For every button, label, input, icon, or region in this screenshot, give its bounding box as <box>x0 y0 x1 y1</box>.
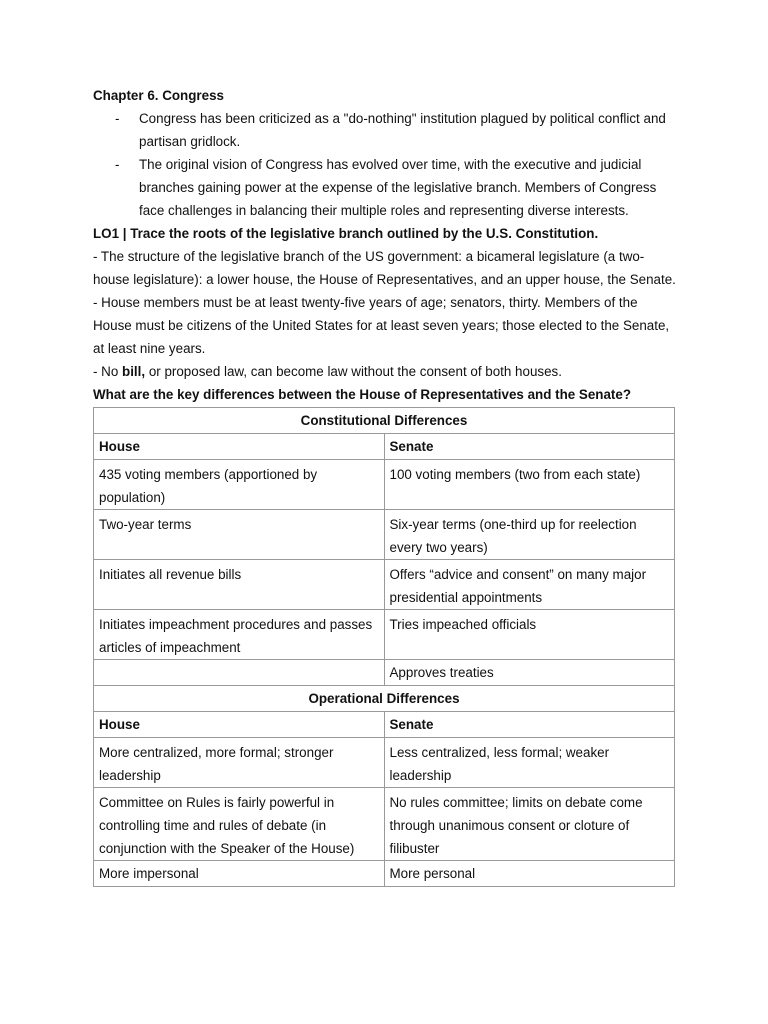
constitutional-section-title: Constitutional Differences <box>94 408 675 434</box>
table-row <box>94 510 675 560</box>
bullet-marker: - <box>115 111 120 126</box>
bill-prefix: - No <box>93 364 123 379</box>
senate-cell: Tries impeached officials <box>384 610 675 660</box>
lo1-bill-paragraph <box>93 360 677 383</box>
column-header-row <box>94 434 675 460</box>
table-row <box>94 738 675 788</box>
column-header-senate: Senate <box>384 434 675 460</box>
senate-cell: Offers “advice and consent” on many major presidential appointments <box>384 560 675 610</box>
senate-cell: 100 voting members (two from each state) <box>384 460 675 510</box>
house-cell: 435 voting members (apportioned by population) <box>94 460 385 510</box>
table-row <box>94 788 675 861</box>
lo1-heading: LO1 | Trace the roots of the legislative branch outlined by the U.S. Constitution. <box>93 226 599 241</box>
chapter-title: Chapter 6. Congress <box>93 88 224 103</box>
house-cell: Committee on Rules is fairly powerful in controlling time and rules of debate (in conjunction with the Speaker of the House) <box>94 788 385 861</box>
column-header-house: House <box>94 712 385 738</box>
house-cell <box>94 660 385 686</box>
table-row <box>94 610 675 660</box>
table-row <box>94 460 675 510</box>
column-header-house: House <box>94 434 385 460</box>
bill-suffix: or proposed law, can become law without the consent of both houses. <box>145 364 562 379</box>
lo1-structure-paragraph: - The structure of the legislative branch of the US government: a bicameral legislature (a two-house legislature): a lower house, the House of Representatives, and an upper house, the Senate. <box>93 249 676 287</box>
lo1-requirements-paragraph: - House members must be at least twenty-five years of age; senators, thirty. Members of the House must be citizens of the United States for at least seven years; those elected to the Senate, at least nine years. <box>93 295 670 356</box>
section-header-row <box>94 408 675 434</box>
section-header-row <box>94 686 675 712</box>
column-header-senate: Senate <box>384 712 675 738</box>
bullet-text: The original vision of Congress has evolved over time, with the executive and judicial branches gaining power at the expense of the legislative branch. Members of Congress face challenges in balancing their multiple roles and representing diverse interests. <box>139 157 657 218</box>
list-item <box>93 107 677 153</box>
table-row <box>94 560 675 610</box>
table-row <box>94 660 675 686</box>
house-cell: Initiates all revenue bills <box>94 560 385 610</box>
document-page <box>93 84 677 887</box>
operational-section-title: Operational Differences <box>94 686 675 712</box>
senate-cell: Less centralized, less formal; weaker leadership <box>384 738 675 788</box>
differences-table <box>93 407 675 887</box>
list-item <box>93 153 677 222</box>
house-cell: More impersonal <box>94 861 385 887</box>
senate-cell: Approves treaties <box>384 660 675 686</box>
bullet-marker: - <box>115 157 120 172</box>
senate-cell: Six-year terms (one-third up for reelection every two years) <box>384 510 675 560</box>
senate-cell: More personal <box>384 861 675 887</box>
bill-term: bill, <box>122 364 146 379</box>
house-cell: Initiates impeachment procedures and passes articles of impeachment <box>94 610 385 660</box>
house-cell: Two-year terms <box>94 510 385 560</box>
intro-bullet-list <box>93 107 677 222</box>
bullet-text: Congress has been criticized as a "do-nothing" institution plagued by political conflict and partisan gridlock. <box>139 111 666 149</box>
differences-question: What are the key differences between the House of Representatives and the Senate? <box>93 387 632 402</box>
senate-cell: No rules committee; limits on debate come through unanimous consent or cloture of filibuster <box>384 788 675 861</box>
house-cell: More centralized, more formal; stronger leadership <box>94 738 385 788</box>
column-header-row <box>94 712 675 738</box>
table-row <box>94 861 675 887</box>
